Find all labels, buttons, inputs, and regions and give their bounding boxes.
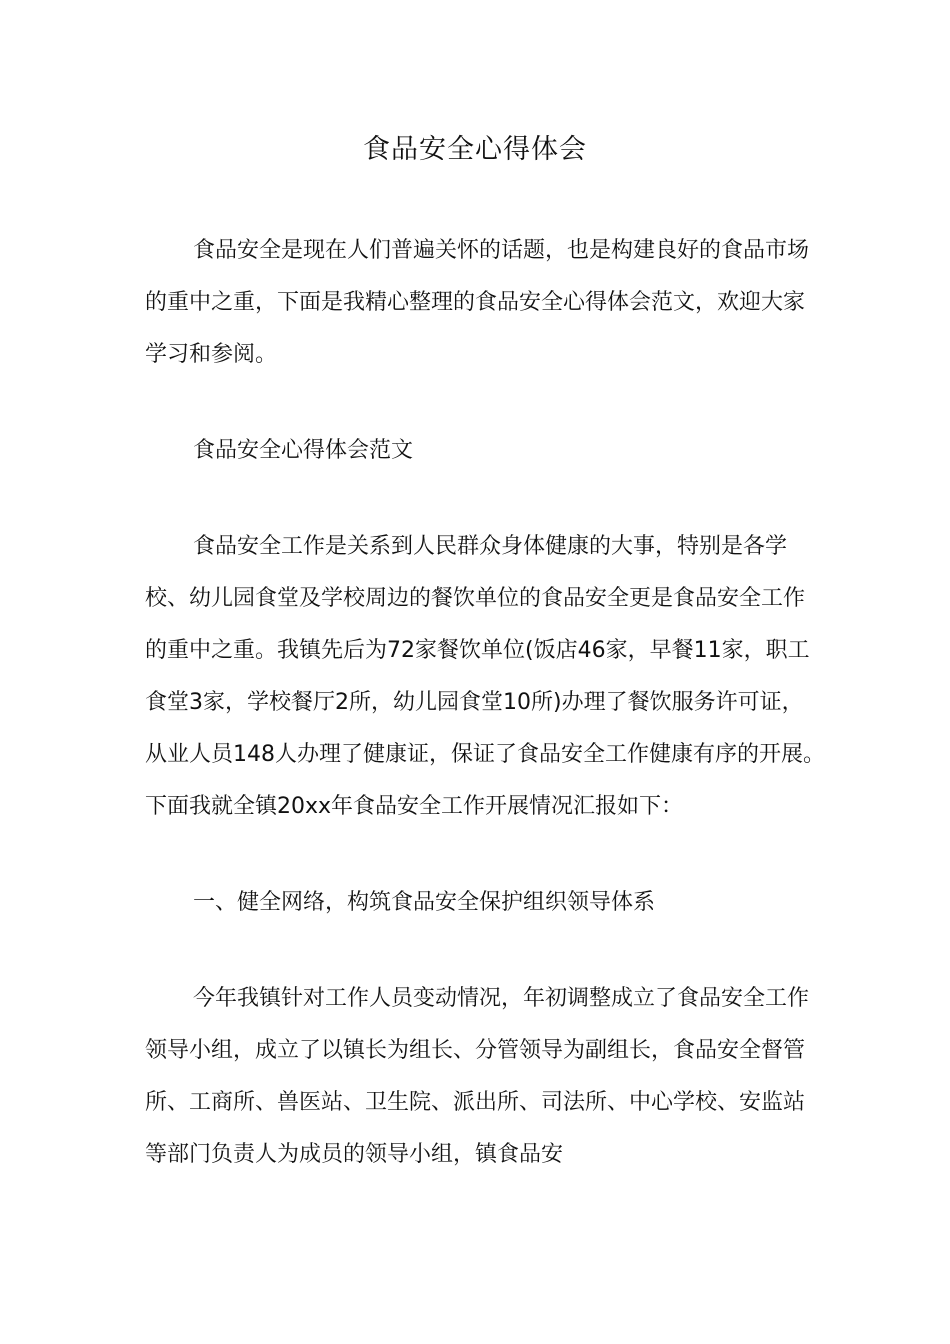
document-title: 食品安全心得体会: [363, 134, 587, 165]
subsection-heading: 一、健全网络，构筑食品安全保护组织领导体系: [193, 890, 656, 915]
body-paragraph-2: 今年我镇针对工作人员变动情况，年初调整成立了食品安全工作领导小组，成立了以镇长为组长、分管领导为副组长，食品安全督管所、工商所、兽医站、卫生院、派出所、司法所、中心学校、安监站等部门负责人为成员的领导小组，镇食品安: [145, 986, 810, 1167]
body-paragraph: 食品安全工作是关系到人民群众身体健康的大事，特别是各学校、幼儿园食堂及学校周边的餐饮单位的食品安全更是食品安全工作的重中之重。我镇先后为72家餐饮单位(饭店46家，早餐11家，职工食堂3家，学校餐厅2所，幼儿园食堂10所)办理了餐饮服务许可证，从业人员148人办理了健康证，保证了食品安全工作健康有序的开展。下面我就全镇20xx年食品安全工作开展情况汇报如下：: [145, 534, 825, 819]
section-heading: 食品安全心得体会范文: [193, 438, 414, 463]
document-body: [145, 225, 825, 1225]
intro-paragraph: 食品安全是现在人们普遍关怀的话题，也是构建良好的食品市场的重中之重，下面是我精心整理的食品安全心得体会范文，欢迎大家学习和参阅。: [145, 238, 810, 367]
